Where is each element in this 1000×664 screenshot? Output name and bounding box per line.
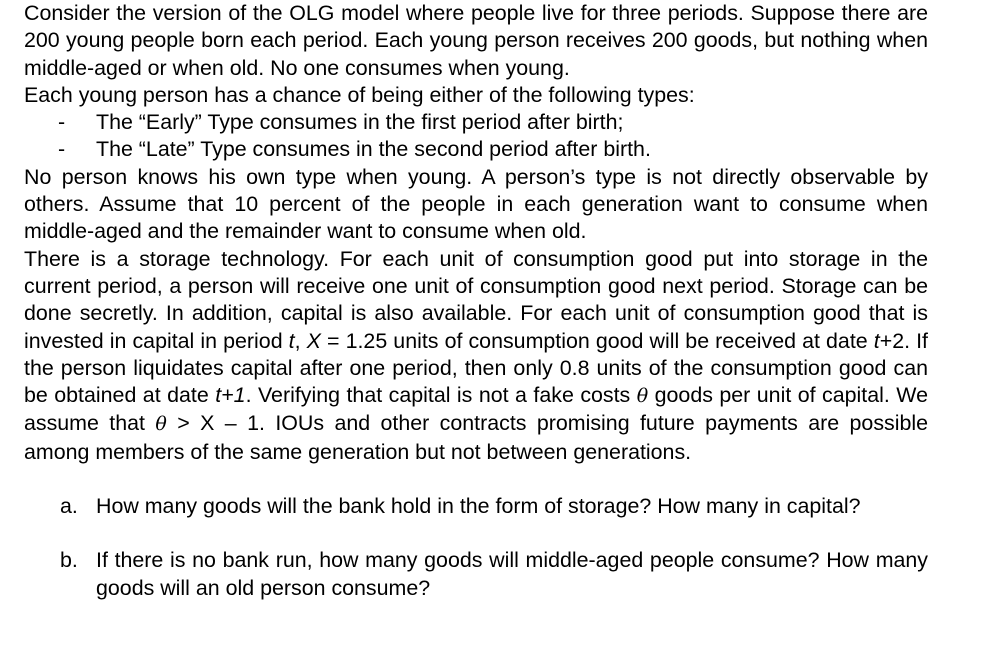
var-x: X — [306, 328, 321, 353]
var-theta: θ — [636, 385, 649, 408]
text-segment: = 1.25 units of consumption good will be received at date — [320, 328, 874, 353]
text-segment: There is a storage technology. For each unit of consumption good put into storage in the current period, a person will receive one unit of consumption good next period. Storage can be done secretly. In addition, capital is also available. For each unit of consumption good that is invested in capital in period — [24, 246, 928, 353]
var-t: t — [873, 328, 880, 353]
var-t-plus-1: t+1 — [215, 383, 246, 408]
text-segment: . Verifying that capital is not a fake costs — [245, 383, 637, 408]
text-segment: > — [166, 411, 201, 436]
type-text: The “Early” Type consumes in the first period after birth; — [96, 110, 624, 135]
question-text: If there is no bank run, how many goods will middle-aged people consume? How many goods will an old person consume? — [96, 548, 928, 600]
text-segment: goods per unit of capital. We assume that — [24, 383, 928, 436]
technology-paragraph — [24, 246, 928, 466]
question-text: How many goods will the bank hold in the form of storage? How many in capital? — [96, 494, 861, 519]
document-body — [24, 0, 928, 602]
var-x: X — [200, 411, 215, 436]
type-text: The “Late” Type consumes in the second period after birth. — [96, 137, 651, 162]
questions-list — [24, 493, 928, 602]
type-item-early — [24, 109, 928, 136]
question-label: b. — [60, 548, 78, 573]
text-segment: , — [294, 328, 307, 353]
bullet-dash: - — [58, 110, 66, 135]
text-segment: – 1. IOUs and other contracts promising future payments are possible among members of the same generation but not between generations. — [24, 411, 929, 464]
text-segment: +2. If the person liquidates capital after one period, then only 0.8 units of the consumption good can be obtained at date — [24, 328, 929, 408]
type-item-late — [24, 136, 928, 163]
var-t: t — [288, 328, 295, 353]
question-a — [24, 493, 928, 520]
types-intro: Each young person has a chance of being either of the following types: — [24, 82, 695, 107]
bullet-dash: - — [58, 137, 66, 162]
intro-paragraph: Consider the version of the OLG model where people live for three periods. Suppose there are 200 young people born each period. Each young person receives 200 goods, but nothing when middle-aged or when old. No one consumes when young. — [24, 1, 928, 80]
var-theta: θ — [155, 413, 167, 436]
question-label: a. — [60, 494, 78, 519]
type-observability-paragraph: No person knows his own type when young. A person’s type is not directly observable by others. Assume that 10 percent of the people in each generation want to consume when middle-aged and the remainder want to consume when old. — [24, 164, 928, 244]
question-b — [24, 547, 928, 602]
types-list — [24, 109, 928, 164]
